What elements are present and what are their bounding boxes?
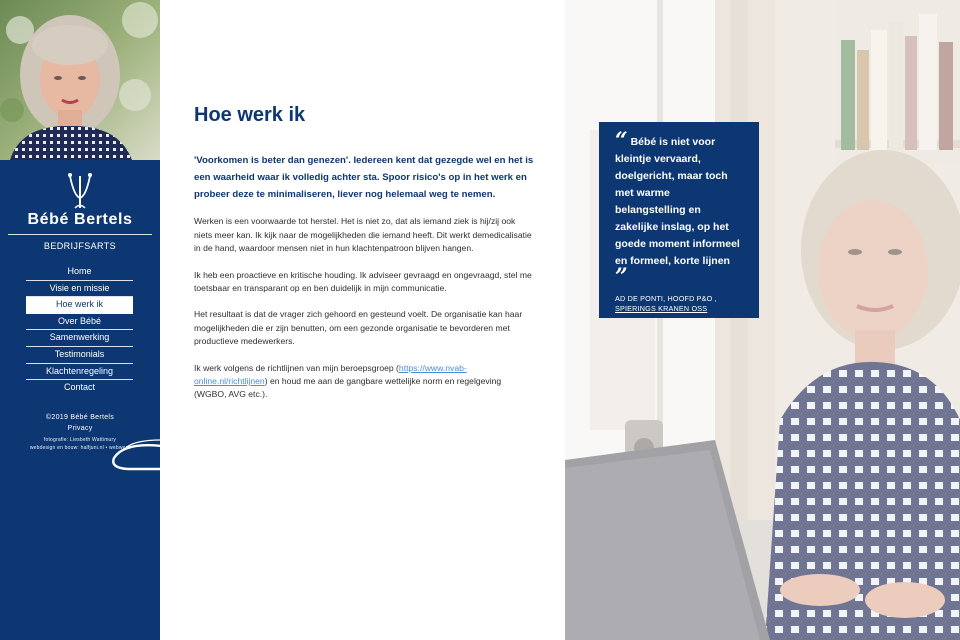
body-paragraph-1: Werken is een voorwaarde tot herstel. Het is niet zo, dat als iemand ziek is hij/zij ook niets meer kan. Ik kijk naar de mogelijkheden die iemand heeft. Dit werkt demedicalisatie in de hand, waardoor mensen niet in hun klachtenpatroon blijven hangen. xyxy=(194,216,532,254)
nav-item-samenwerking[interactable]: Samenwerking xyxy=(26,330,133,347)
quote-text: Bébé is niet voor kleintje vervaard, doelgericht, maar toch met warme belangstelling en zakelijke inslag, op het goede moment informeel en formeel, korte lijnen xyxy=(615,136,740,267)
main-nav xyxy=(26,264,133,397)
paragraph-4-after: ) en houd me aan de gangbare wettelijke norm en regelgeving (WGBO, AVG etc.). xyxy=(194,376,502,400)
brand-divider xyxy=(8,234,152,235)
nvab-guidelines-link[interactable]: https://www.nvab-online.nl/richtlijnen xyxy=(194,362,467,387)
portrait-photo xyxy=(0,0,160,160)
nav-item-contact[interactable]: Contact xyxy=(63,382,96,393)
credit-photo: fotografie: Liesbeth Wattimury xyxy=(43,437,117,443)
body-paragraph-3: Het resultaat is dat de vrager zich gehoord en gesteund voelt. De organisatie kan haar mogelijkheden die er zijn benutten, om een gezonde organisatie te bevorderen met productieve medewerkers. xyxy=(194,309,523,347)
body-paragraph-2: Ik heb een proactieve en kritische houding. Ik adviseer gevraagd en ongevraagd, stel me toetsbaar en transparant op en ben duidelijk in mijn communicatie. xyxy=(194,269,532,294)
quote-text-wrapper xyxy=(615,128,743,290)
quote-author-name: AD DE PONTI, HOOFD P&O , xyxy=(615,294,717,303)
testimonial-quote xyxy=(599,122,759,318)
close-quote-icon: ” xyxy=(615,264,628,290)
quote-author xyxy=(615,294,743,314)
sidebar xyxy=(0,0,160,640)
paragraph-4-before: Ik werk volgens de richtlijnen van mijn beroepsgroep ( xyxy=(194,362,399,373)
brand-name[interactable]: Bébé Bertels xyxy=(27,211,133,228)
nav-item-over-bebe[interactable]: Over Bébé xyxy=(26,314,133,331)
nav-item-testimonials[interactable]: Testimonials xyxy=(26,347,133,364)
page-title: Hoe werk ik xyxy=(194,104,306,126)
open-quote-icon: “ xyxy=(615,128,628,154)
quote-company-link[interactable]: SPIERINGS KRANEN OSS xyxy=(615,304,708,313)
lead-paragraph: 'Voorkomen is beter dan genezen'. Iedereen kent dat gezegde wel en het is een waarheid waar ik volledig achter sta. Spoor risico's op in het werk en probeer deze te minimaliseren, liever nog helemaal weg te nemen. xyxy=(194,155,534,200)
nav-item-visie-en-missie[interactable]: Visie en missie xyxy=(26,281,133,298)
nav-item-hoe-werk-ik[interactable]: Hoe werk ik xyxy=(26,297,133,314)
body-paragraph-4 xyxy=(194,362,534,402)
swoosh-decoration-icon xyxy=(104,438,160,474)
main-content xyxy=(160,0,565,640)
credit-web[interactable]: webdesign en bouw: halfjuni.nl • webwerk xyxy=(29,445,131,451)
copyright-text: ©2019 Bébé Bertels xyxy=(45,414,115,421)
brand-subtitle: BEDRIJFSARTS xyxy=(43,241,117,251)
privacy-link[interactable]: Privacy xyxy=(67,425,93,432)
footer-copyright xyxy=(0,412,160,434)
nav-item-klachtenregeling[interactable]: Klachtenregeling xyxy=(26,364,133,381)
article-body xyxy=(194,153,534,415)
hero-photo xyxy=(565,0,960,640)
logo-icon xyxy=(64,170,96,210)
nav-item-home[interactable]: Home xyxy=(26,264,133,281)
